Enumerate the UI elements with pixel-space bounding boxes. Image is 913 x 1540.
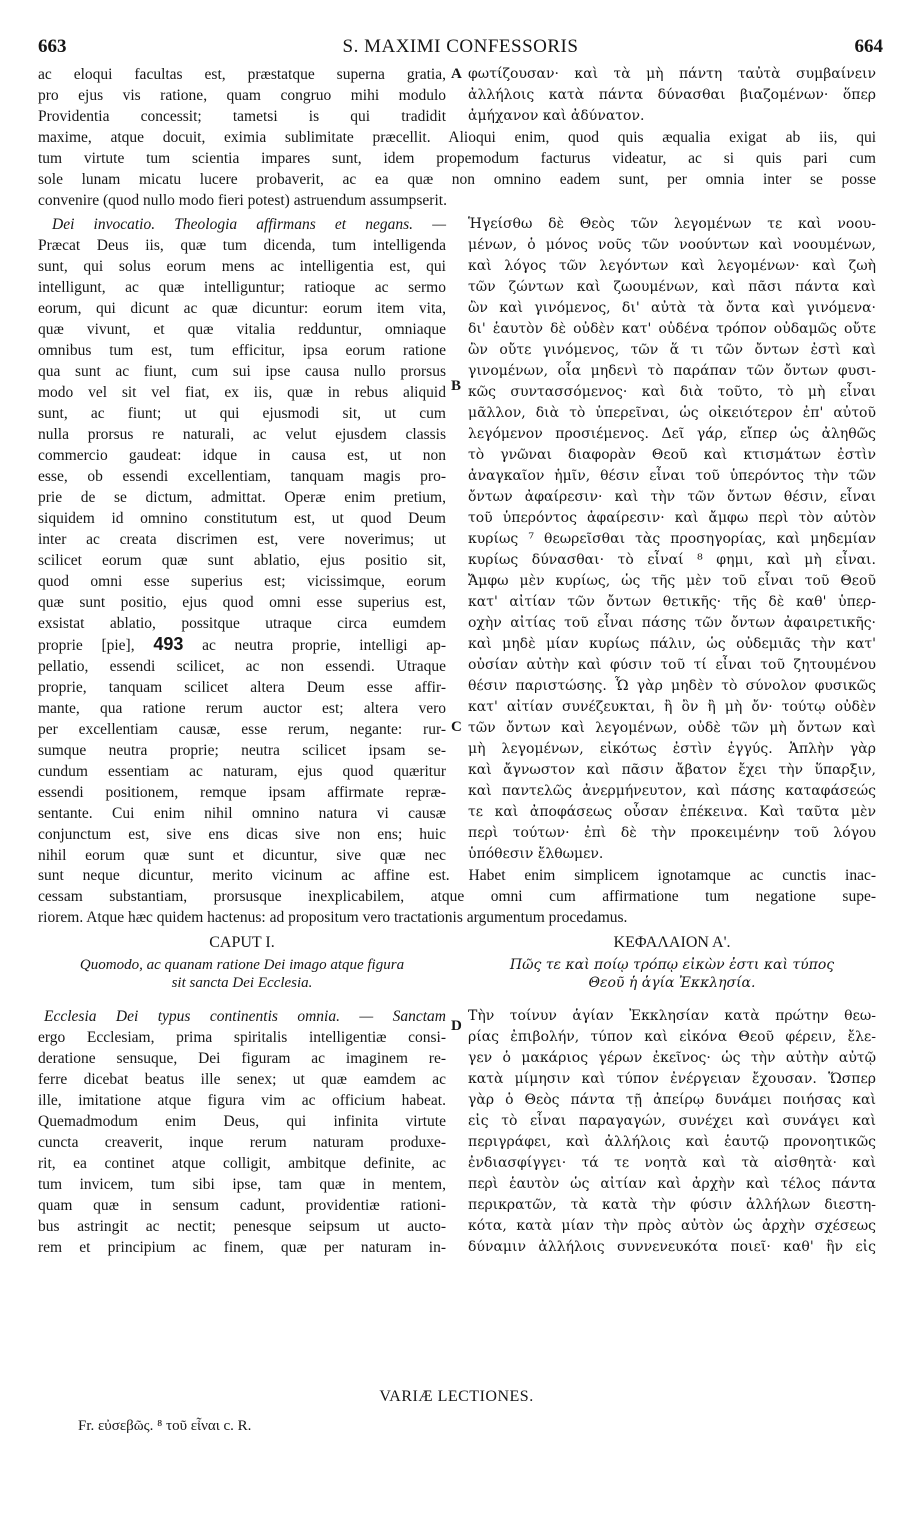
section-rubric: Ecclesia Dei typus continentis omnia. — Sanctam — [44, 1008, 446, 1025]
text-line: pellatio, essendi scilicet, ac non essendi. Utraque — [38, 658, 446, 675]
text-line: siquidem id omnino constitutum est, ut quod Deum — [38, 510, 446, 527]
text-line: commercio gaudeat: idque in causa est, ut non — [38, 447, 446, 464]
text-line: κατ' αἰτίαν συνέζευκται, ἢ ὂν ἢ μὴ ὄν· τούτῳ οὐδὲν — [468, 699, 876, 715]
subtitle-line: sit sancta Dei Ecclesia. — [171, 975, 313, 991]
text-line: riorem. Atque hæc quidem hactenus: ad propositum vero tractationis argumentum procedamus. — [38, 909, 628, 926]
text-line: γινομένων, οἷα μηδενὶ τὸ παράπαν τῶν ὄντων φυσι- — [468, 363, 876, 379]
text-line: Ἄμφω μὲν κυρίως, ὡς τῆς μὲν τοῦ εἶναι τοῦ Θεοῦ — [468, 573, 876, 589]
text-line: cessam substantiam, prorsusque inexplicabilem, atque omni cum affirmatione tum negatione supe- — [38, 888, 876, 905]
margin-letter-b: B — [451, 378, 462, 394]
text-line: proprie, tanquam scilicet altera Deum esse affir- — [38, 679, 446, 696]
text-line: nulla prorsus re naturali, ac velut ejusdem classis — [38, 426, 446, 443]
latin-column-a — [38, 214, 446, 866]
text-line: modo vel sit vel fiat, ex iis, quæ in rebus aliquid — [38, 384, 446, 401]
text-line: sunt, qui solus eorum mens ac intelligentia est, qui — [38, 258, 446, 275]
text-line: cuncta creaverit, inque rerum naturam produxe- — [38, 1134, 446, 1151]
text-line: maxime, atque docuit, eximia sublimitate præcellit. Alioqui enim, quod quis æqualia exigat ab iis, qui — [38, 129, 876, 146]
page-header — [38, 36, 883, 60]
full-width-block-2 — [38, 865, 876, 928]
text-line: scilicet eorum quæ sunt ablatio, ejus positio sit, — [38, 552, 446, 569]
text-line: bus astringit ac nectit; penesque seipsum ut aucto- — [38, 1218, 446, 1235]
text-line: tum virtute tum scientia impares sunt, idem propemodum facturus videatur, ac si quis pari cum — [38, 150, 876, 167]
text-line: Ἡγείσθω δὲ Θεὸς τῶν λεγομένων τε καὶ νοου- — [468, 216, 876, 232]
text-line: περὶ τούτων· ἐπὶ δὲ τὴν προκειμένην τοῦ λόγου — [468, 825, 876, 841]
text-line: ρίας ἐπιβολήν, τύπον καὶ εἰκόνα Θεοῦ φέρειν, ἔλε- — [468, 1029, 876, 1045]
text-line: τοῦ ὑπερόντος ἀφαίρεσιν· καὶ ἄμφω περὶ τὸν αὐτὸν — [468, 510, 876, 526]
latin-column-c — [38, 1006, 446, 1258]
text-line: ἀναγκαῖον ἡμῖν, θέσιν εἶναι τοῦ ὑπερόντος τὴν τῶν — [468, 468, 876, 484]
text-line: pro ejus vis ratione, quam congruo mihi modulo — [38, 87, 446, 104]
text-line: Τὴν τοίνυν ἁγίαν Ἐκκλησίαν κατὰ πρώτην θεω- — [468, 1008, 876, 1024]
margin-letter-a: A — [451, 66, 462, 82]
text-line: ὢν καὶ γινόμενος, δι' αὐτὰ τὰ ὄντα καὶ γινόμενα· — [468, 300, 876, 316]
text-line: deratione sensuque, Dei figuram ac imaginem re- — [38, 1050, 446, 1067]
text-line: nihil eorum quæ sunt et dicuntur, sive quæ nec — [38, 847, 446, 864]
column-number-right: 664 — [854, 36, 883, 57]
text-line: θέσιν παριστώσης. Ὧ γὰρ μηδὲν τὸ σύνολον φυσικῶς — [468, 678, 876, 694]
text-line: essendi positionem, remque ipsam affirmate repræ- — [38, 784, 446, 801]
text-line: Quemadmodum enim Deus, qui infinita virtute — [38, 1113, 446, 1130]
text-line: per excellentiam causæ, esse rerum, negante: rur- — [38, 721, 446, 738]
text-line: exsistat ablatio, possitque utraque circa eumdem — [38, 615, 446, 632]
text-line: κατὰ μίμησιν καὶ τύπον ἐνέργειαν ἔχουσαν. Ὥσπερ — [468, 1071, 876, 1087]
footnotes: Fr. εὐσεβῶς. ⁸ τοῦ εἶναι c. R. — [78, 1418, 252, 1434]
text-line: ἀλλήλοις κατὰ πάντα δύνασθαι βιαζομένων· ὅπερ — [468, 87, 876, 103]
latin-top-block — [38, 64, 446, 127]
text-line: λεγόμενον προσιέμενος. Δεῖ γάρ, εἴπερ ὡς ἀληθῶς — [468, 426, 876, 442]
text-line: ὄντων ἀφαίρεσιν· καὶ τὴν τῶν ὄντων θέσιν, εἶναι — [468, 489, 876, 505]
text-line: περιγράφει, καὶ ἀλλήλοις καὶ ἑαυτῷ προνοητικῶς — [468, 1134, 876, 1150]
text-fragment: proprie [pie], — [38, 637, 135, 654]
text-line: Providentia concessit; tametsi is qui tradidit — [38, 108, 446, 125]
text-line: καὶ μηδὲ μίαν κυρίως πάλιν, ὡς οὐδεμιᾶς τὴν κατ' — [468, 636, 876, 652]
text-line: καὶ λόγος τῶν λεγόντων καὶ λεγομένων· καὶ ζωὴ — [468, 258, 876, 274]
text-line: omnibus tum est, tum efficitur, ipsa eorum ratione — [38, 342, 446, 359]
margin-letter-d: D — [451, 1018, 462, 1034]
text-line: μὴ λεγομένων, εἰκότως ἐστὶν ἐγγύς. Ἁπλὴν γὰρ — [468, 741, 876, 757]
text-line: εἰς τὸ εἶναι παραγαγών, συνέχει καὶ συνάγει καὶ — [468, 1113, 876, 1129]
text-line: τῶν ὄντων καὶ λεγομένων, οὐδὲ τῶν μὴ ὄντων καὶ — [468, 720, 876, 736]
text-line: eorum, qui dicunt ac quæ dicuntur: eorum item vita, — [38, 300, 446, 317]
text-line: ἐνδιασφίγγει· τά τε νοητὰ καὶ τὰ αἰσθητὰ· καὶ — [468, 1155, 876, 1171]
text-line: sole lunam micatu lucere probaverit, ac ea quæ non omnino eadem sunt, per omnia inter se posse — [38, 171, 876, 188]
text-line: quam quæ in sensum cadunt, providentiæ rationi- — [38, 1197, 446, 1214]
text-line: τε καὶ ἀποφάσεως οὖσαν ἐπέκεινα. Καὶ ταῦτα μὲν — [468, 804, 876, 820]
text-line: quæ vivunt, et quæ vitalia redduntur, omniaque — [38, 321, 446, 338]
text-line: quod omni esse superius est; vicissimque, eorum — [38, 573, 446, 590]
text-line: qua sunt ac fiunt, cum sui ipse causa nullo prorsus — [38, 363, 446, 380]
text-line: sumque neutra proprie; neutra scilicet ipsam se- — [38, 742, 446, 759]
text-line: sentante. Cui enim nihil omnino natura vi causæ — [38, 805, 446, 822]
text-line: τῶν ζώντων καὶ ζωουμένων, καὶ πᾶσι πάντα καὶ — [468, 279, 876, 295]
text-fragment: ac neutra proprie, intelligi ap- — [202, 637, 446, 654]
text-line: mante, qua ratione rerum auctor est; altera vero — [38, 700, 446, 717]
subtitle-line: Quomodo, ac quanam ratione Dei imago atque figura — [79, 957, 405, 973]
text-line: ergo Ecclesiam, prima spiritalis intelligentiæ consi- — [38, 1029, 446, 1046]
greek-column-a — [468, 214, 876, 865]
text-line: περὶ ἑαυτὸν ὡς αἰτίαν καὶ ἀρχὴν καὶ τέλος πάντα — [468, 1176, 876, 1192]
text-line: δι' ἑαυτὸν δὲ οὐδὲν κατ' οὐδένα τρόπον οὐδαμῶς οὔτε — [468, 321, 876, 337]
chapter-subtitle-greek — [468, 956, 876, 992]
text-line: conjunctum est, sive ens dicas sive non ens; huic — [38, 826, 446, 843]
text-line: οχὴν αἰτίας τοῦ εἶναι πάσης τῶν ὄντων ἀφαιρετικῆς· — [468, 615, 876, 631]
text-line — [38, 634, 446, 656]
page-number-marker: 493 — [153, 634, 184, 654]
text-line: sunt, ac fiunt; ut qui ejusmodi sit, ut cum — [38, 405, 446, 422]
text-line: κυρίως ⁷ θεωρεῖσθαι τὰς προσηγορίας, καὶ μηδεμίαν — [468, 531, 876, 547]
chapter-heading-latin: CAPUT I. — [209, 934, 275, 951]
text-line: esse, ob essendi excellentiam, tanquam magis pro- — [38, 468, 446, 485]
text-line: convenire (quod nullo modo fieri potest) astruendum assumpserit. — [38, 192, 447, 209]
text-line: ille, imitatione atque figura vim ac officium habeat. — [38, 1092, 446, 1109]
running-title: S. MAXIMI CONFESSORIS — [342, 36, 579, 57]
text-line: ὑπόθεσιν ἔλθωμεν. — [468, 846, 604, 862]
text-line: μένων, ὁ μόνος νοῦς τῶν νοούντων καὶ νοουμένων, — [468, 237, 876, 253]
text-line: inter ac creata discrimen est, vere noverimus; ut — [38, 531, 446, 548]
text-line: cundum essentiam ac naturam, ejus quod quæritur — [38, 763, 446, 780]
column-number-left: 663 — [38, 36, 67, 57]
greek-column-c — [468, 1006, 876, 1258]
text-line: περικρατῶν, τὰ κατὰ τὴν φύσιν ἀλλήλων διεστη- — [468, 1197, 876, 1213]
text-line: δύναμιν ἀλλήλοις συννενευκότα ποιεῖ· καθ' ἣν εἰς — [468, 1239, 876, 1255]
text-line: κατ' αἰτίαν τῶν ὄντων θετικῆς· τῆς δὲ καθ' ὑπερ- — [468, 594, 876, 610]
text-line: intelligunt, ac quæ intelliguntur; ratioque ac sermo — [38, 279, 446, 296]
subtitle-line: Πῶς τε καὶ ποίῳ τρόπῳ εἰκὼν ἐστι καὶ τύπος — [509, 957, 835, 973]
margin-letter-c: C — [451, 719, 462, 735]
text-line: κῶς συντασσόμενος· καὶ διὰ τοῦτο, τὸ μὴ εἶναι — [468, 384, 876, 400]
text-line: rem et principium ac finem, quæ per naturam in- — [38, 1239, 446, 1256]
text-line: Præcat Deus iis, quæ tum dicenda, tum intelligenda — [38, 237, 446, 254]
text-line: ferre dicebat beatus ille senex; ut quæ eamdem ac — [38, 1071, 446, 1088]
subtitle-line: Θεοῦ ἡ ἁγία Ἐκκλησία. — [588, 975, 756, 991]
text-line: καὶ παντελῶς ἀνερμήνευτον, καὶ πάσης καταφάσεώς — [468, 783, 876, 799]
text-line: γὰρ ὁ Θεὸς πάντα τῇ ἀπείρῳ δυνάμει ποιήσας καὶ — [468, 1092, 876, 1108]
greek-top-block — [468, 64, 876, 127]
text-line — [38, 1006, 446, 1027]
text-line: ac eloqui facultas est, præstatque superna gratia, — [38, 66, 446, 83]
section-rubric: Dei invocatio. Theologia affirmans et negans. — — [52, 216, 446, 233]
text-line: καὶ ἄγνωστον καὶ πᾶσιν ἄβατον ἔχει τὴν ὕπαρξιν, — [468, 762, 876, 778]
text-line: γεν ὁ μακάριος γέρων ἐκεῖνος· ὡς τὴν αὐτὴν αὐτῷ — [468, 1050, 876, 1066]
text-line: tum invicem, tum sibi ipse, tam quæ in mentem, — [38, 1176, 446, 1193]
text-line: κυρίως δύνασθαι· τὸ εἶναί ⁸ φημι, καὶ μὴ εἶναι. — [468, 552, 876, 568]
text-line: prie de se dictum, admittat. Operæ enim pretium, — [38, 489, 446, 506]
text-line: κότα, κατὰ μίαν τὴν πρὸς αὐτὸν ὡς ἀρχὴν σχέσεως — [468, 1218, 876, 1234]
chapter-subtitle-latin — [38, 956, 446, 992]
text-line: rit, ea continet atque colligit, ambitque definite, ac — [38, 1155, 446, 1172]
text-line: οὐσίαν αὐτὴν καὶ φύσιν τοῦ τί εἶναι τοῦ ζητουμένου — [468, 657, 876, 673]
text-line: sunt neque dicuntur, merito vicinum ac affine est. Habet enim simplicem ignotamque ac cunctis inac- — [38, 867, 876, 884]
chapter-heading-greek: ΚΕΦΑΛΑΙΟΝ Α'. — [613, 934, 731, 951]
text-line: τὸ γνῶναι διαφορὰν Θεοῦ καὶ κτισμάτων ἐστὶν — [468, 447, 876, 463]
text-line: quæ sunt positio, ejus quod omni esse superius est, — [38, 594, 446, 611]
text-line: μᾶλλον, διὰ τὸ ὑπερεῖναι, ὡς οἰκειότερον ἐπ' αὐτοῦ — [468, 405, 876, 421]
text-line: φωτίζουσαν· καὶ τὰ μὴ πάντη ταὐτὰ συμβαίνειν — [468, 66, 876, 82]
variae-lectiones-heading: VARIÆ LECTIONES. — [379, 1388, 534, 1405]
text-line: ὢν οὔτε γινόμενος, τῶν ἅ τι τῶν ὄντων ἐστὶ καὶ — [468, 342, 876, 358]
text-line: ἀμήχανον καὶ ἀδύνατον. — [468, 108, 645, 124]
full-width-block-1 — [38, 127, 876, 211]
